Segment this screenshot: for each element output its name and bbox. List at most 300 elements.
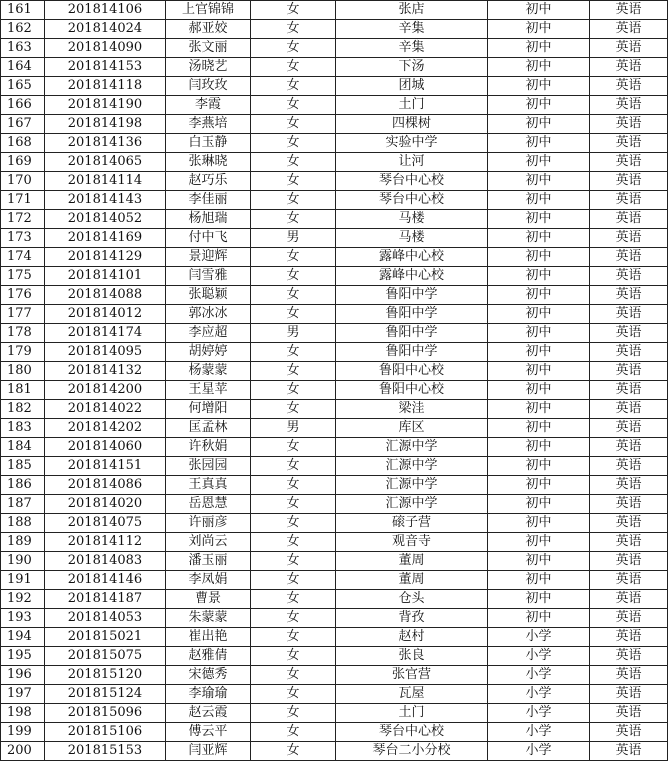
gender-cell: 女 <box>251 77 336 96</box>
id-cell: 201814088 <box>45 286 166 305</box>
name-cell: 傅云平 <box>166 723 251 742</box>
id-cell: 201814060 <box>45 438 166 457</box>
school-cell: 鲁阳中学 <box>336 305 488 324</box>
level-cell: 初中 <box>488 571 590 590</box>
row-number-cell: 168 <box>1 134 45 153</box>
gender-cell: 女 <box>251 362 336 381</box>
gender-cell: 女 <box>251 134 336 153</box>
id-cell: 201814086 <box>45 476 166 495</box>
id-cell: 201815075 <box>45 647 166 666</box>
school-cell: 汇源中学 <box>336 476 488 495</box>
name-cell: 杨旭瑞 <box>166 210 251 229</box>
id-cell: 201814083 <box>45 552 166 571</box>
school-cell: 鲁阳中学 <box>336 286 488 305</box>
table-row <box>1 647 668 666</box>
level-cell: 初中 <box>488 286 590 305</box>
level-cell: 初中 <box>488 134 590 153</box>
level-cell: 初中 <box>488 77 590 96</box>
school-cell: 土门 <box>336 96 488 115</box>
id-cell: 201814136 <box>45 134 166 153</box>
row-number-cell: 172 <box>1 210 45 229</box>
table-row <box>1 286 668 305</box>
gender-cell: 女 <box>251 495 336 514</box>
row-number-cell: 199 <box>1 723 45 742</box>
id-cell: 201814090 <box>45 39 166 58</box>
subject-cell: 英语 <box>590 685 668 704</box>
subject-cell: 英语 <box>590 457 668 476</box>
table-row <box>1 134 668 153</box>
id-cell: 201814106 <box>45 1 166 20</box>
level-cell: 初中 <box>488 495 590 514</box>
gender-cell: 女 <box>251 647 336 666</box>
subject-cell: 英语 <box>590 666 668 685</box>
row-number-cell: 186 <box>1 476 45 495</box>
id-cell: 201814022 <box>45 400 166 419</box>
subject-cell: 英语 <box>590 362 668 381</box>
gender-cell: 女 <box>251 1 336 20</box>
name-cell: 刘尚云 <box>166 533 251 552</box>
level-cell: 初中 <box>488 457 590 476</box>
table-row <box>1 1 668 20</box>
gender-cell: 男 <box>251 419 336 438</box>
gender-cell: 女 <box>251 457 336 476</box>
name-cell: 郝亚姣 <box>166 20 251 39</box>
row-number-cell: 174 <box>1 248 45 267</box>
gender-cell: 女 <box>251 286 336 305</box>
row-number-cell: 180 <box>1 362 45 381</box>
row-number-cell: 188 <box>1 514 45 533</box>
school-cell: 鲁阳中学 <box>336 343 488 362</box>
name-cell: 付中飞 <box>166 229 251 248</box>
name-cell: 张琳晓 <box>166 153 251 172</box>
table-row <box>1 514 668 533</box>
gender-cell: 女 <box>251 476 336 495</box>
name-cell: 匡孟林 <box>166 419 251 438</box>
gender-cell: 女 <box>251 267 336 286</box>
name-cell: 张园园 <box>166 457 251 476</box>
table-row <box>1 590 668 609</box>
subject-cell: 英语 <box>590 381 668 400</box>
row-number-cell: 163 <box>1 39 45 58</box>
id-cell: 201814151 <box>45 457 166 476</box>
subject-cell: 英语 <box>590 628 668 647</box>
row-number-cell: 162 <box>1 20 45 39</box>
table-row <box>1 324 668 343</box>
level-cell: 小学 <box>488 685 590 704</box>
id-cell: 201815106 <box>45 723 166 742</box>
name-cell: 曹景 <box>166 590 251 609</box>
table-row <box>1 58 668 77</box>
row-number-cell: 170 <box>1 172 45 191</box>
table-row <box>1 400 668 419</box>
table-row <box>1 20 668 39</box>
school-cell: 鲁阳中心校 <box>336 381 488 400</box>
gender-cell: 女 <box>251 39 336 58</box>
subject-cell: 英语 <box>590 134 668 153</box>
row-number-cell: 184 <box>1 438 45 457</box>
name-cell: 许秋娟 <box>166 438 251 457</box>
row-number-cell: 187 <box>1 495 45 514</box>
name-cell: 汤晓艺 <box>166 58 251 77</box>
school-cell: 张店 <box>336 1 488 20</box>
name-cell: 闫亚辉 <box>166 742 251 761</box>
id-cell: 201814202 <box>45 419 166 438</box>
school-cell: 瓦屋 <box>336 685 488 704</box>
subject-cell: 英语 <box>590 267 668 286</box>
gender-cell: 女 <box>251 685 336 704</box>
name-cell: 李瑜瑜 <box>166 685 251 704</box>
level-cell: 初中 <box>488 210 590 229</box>
id-cell: 201814190 <box>45 96 166 115</box>
subject-cell: 英语 <box>590 324 668 343</box>
level-cell: 小学 <box>488 723 590 742</box>
id-cell: 201814095 <box>45 343 166 362</box>
school-cell: 琴台中心校 <box>336 172 488 191</box>
name-cell: 上官锦锦 <box>166 1 251 20</box>
subject-cell: 英语 <box>590 495 668 514</box>
gender-cell: 女 <box>251 248 336 267</box>
row-number-cell: 181 <box>1 381 45 400</box>
level-cell: 初中 <box>488 39 590 58</box>
level-cell: 初中 <box>488 191 590 210</box>
row-number-cell: 189 <box>1 533 45 552</box>
gender-cell: 女 <box>251 58 336 77</box>
school-cell: 张官营 <box>336 666 488 685</box>
subject-cell: 英语 <box>590 571 668 590</box>
level-cell: 小学 <box>488 628 590 647</box>
id-cell: 201814198 <box>45 115 166 134</box>
gender-cell: 女 <box>251 343 336 362</box>
level-cell: 初中 <box>488 248 590 267</box>
gender-cell: 女 <box>251 552 336 571</box>
subject-cell: 英语 <box>590 210 668 229</box>
subject-cell: 英语 <box>590 305 668 324</box>
gender-cell: 女 <box>251 400 336 419</box>
level-cell: 初中 <box>488 324 590 343</box>
id-cell: 201814052 <box>45 210 166 229</box>
row-number-cell: 161 <box>1 1 45 20</box>
school-cell: 鲁阳中学 <box>336 324 488 343</box>
table-row <box>1 704 668 723</box>
row-number-cell: 191 <box>1 571 45 590</box>
row-number-cell: 169 <box>1 153 45 172</box>
table-row <box>1 685 668 704</box>
subject-cell: 英语 <box>590 58 668 77</box>
row-number-cell: 178 <box>1 324 45 343</box>
name-cell: 李应超 <box>166 324 251 343</box>
school-cell: 董周 <box>336 552 488 571</box>
table-row <box>1 191 668 210</box>
gender-cell: 女 <box>251 210 336 229</box>
row-number-cell: 198 <box>1 704 45 723</box>
gender-cell: 女 <box>251 590 336 609</box>
id-cell: 201815153 <box>45 742 166 761</box>
subject-cell: 英语 <box>590 419 668 438</box>
name-cell: 李凤娟 <box>166 571 251 590</box>
subject-cell: 英语 <box>590 39 668 58</box>
row-number-cell: 190 <box>1 552 45 571</box>
level-cell: 初中 <box>488 400 590 419</box>
subject-cell: 英语 <box>590 514 668 533</box>
table-row <box>1 229 668 248</box>
table-row <box>1 115 668 134</box>
name-cell: 许丽彦 <box>166 514 251 533</box>
level-cell: 初中 <box>488 343 590 362</box>
table-row <box>1 343 668 362</box>
table-row <box>1 742 668 761</box>
school-cell: 汇源中学 <box>336 495 488 514</box>
subject-cell: 英语 <box>590 704 668 723</box>
subject-cell: 英语 <box>590 343 668 362</box>
table-row <box>1 362 668 381</box>
school-cell: 露峰中心校 <box>336 267 488 286</box>
subject-cell: 英语 <box>590 476 668 495</box>
id-cell: 201815021 <box>45 628 166 647</box>
id-cell: 201814169 <box>45 229 166 248</box>
level-cell: 初中 <box>488 267 590 286</box>
row-number-cell: 194 <box>1 628 45 647</box>
id-cell: 201814200 <box>45 381 166 400</box>
id-cell: 201814132 <box>45 362 166 381</box>
name-cell: 李燕培 <box>166 115 251 134</box>
table-row <box>1 571 668 590</box>
table-row <box>1 495 668 514</box>
gender-cell: 女 <box>251 305 336 324</box>
subject-cell: 英语 <box>590 172 668 191</box>
subject-cell: 英语 <box>590 248 668 267</box>
gender-cell: 女 <box>251 438 336 457</box>
gender-cell: 女 <box>251 20 336 39</box>
name-cell: 杨蒙蒙 <box>166 362 251 381</box>
school-cell: 仓头 <box>336 590 488 609</box>
subject-cell: 英语 <box>590 723 668 742</box>
school-cell: 琴台中心校 <box>336 723 488 742</box>
gender-cell: 女 <box>251 666 336 685</box>
school-cell: 张良 <box>336 647 488 666</box>
name-cell: 何增阳 <box>166 400 251 419</box>
school-cell: 实验中学 <box>336 134 488 153</box>
row-number-cell: 183 <box>1 419 45 438</box>
level-cell: 初中 <box>488 590 590 609</box>
table-row <box>1 172 668 191</box>
row-number-cell: 192 <box>1 590 45 609</box>
level-cell: 初中 <box>488 514 590 533</box>
school-cell: 琴台中心校 <box>336 191 488 210</box>
subject-cell: 英语 <box>590 229 668 248</box>
table-row <box>1 267 668 286</box>
level-cell: 初中 <box>488 381 590 400</box>
name-cell: 崔出艳 <box>166 628 251 647</box>
level-cell: 小学 <box>488 647 590 666</box>
row-number-cell: 182 <box>1 400 45 419</box>
gender-cell: 女 <box>251 571 336 590</box>
level-cell: 初中 <box>488 153 590 172</box>
row-number-cell: 176 <box>1 286 45 305</box>
id-cell: 201814075 <box>45 514 166 533</box>
school-cell: 露峰中心校 <box>336 248 488 267</box>
school-cell: 赵村 <box>336 628 488 647</box>
school-cell: 马楼 <box>336 229 488 248</box>
name-cell: 景迎辉 <box>166 248 251 267</box>
id-cell: 201814129 <box>45 248 166 267</box>
school-cell: 团城 <box>336 77 488 96</box>
table-row <box>1 723 668 742</box>
level-cell: 小学 <box>488 704 590 723</box>
id-cell: 201814020 <box>45 495 166 514</box>
school-cell: 汇源中学 <box>336 457 488 476</box>
subject-cell: 英语 <box>590 400 668 419</box>
table-row <box>1 552 668 571</box>
name-cell: 赵雅倩 <box>166 647 251 666</box>
school-cell: 梁洼 <box>336 400 488 419</box>
table-row <box>1 666 668 685</box>
row-number-cell: 200 <box>1 742 45 761</box>
level-cell: 小学 <box>488 742 590 761</box>
school-cell: 辛集 <box>336 20 488 39</box>
subject-cell: 英语 <box>590 438 668 457</box>
school-cell: 辛集 <box>336 39 488 58</box>
id-cell: 201814053 <box>45 609 166 628</box>
row-number-cell: 177 <box>1 305 45 324</box>
table-row <box>1 210 668 229</box>
table-row <box>1 96 668 115</box>
subject-cell: 英语 <box>590 153 668 172</box>
level-cell: 初中 <box>488 362 590 381</box>
id-cell: 201814065 <box>45 153 166 172</box>
subject-cell: 英语 <box>590 191 668 210</box>
id-cell: 201814112 <box>45 533 166 552</box>
subject-cell: 英语 <box>590 286 668 305</box>
id-cell: 201814174 <box>45 324 166 343</box>
level-cell: 初中 <box>488 229 590 248</box>
id-cell: 201814187 <box>45 590 166 609</box>
school-cell: 观音寺 <box>336 533 488 552</box>
id-cell: 201814143 <box>45 191 166 210</box>
table-row <box>1 305 668 324</box>
level-cell: 小学 <box>488 666 590 685</box>
name-cell: 胡婷婷 <box>166 343 251 362</box>
table-row <box>1 628 668 647</box>
row-number-cell: 175 <box>1 267 45 286</box>
school-cell: 四棵树 <box>336 115 488 134</box>
name-cell: 潘玉丽 <box>166 552 251 571</box>
id-cell: 201814146 <box>45 571 166 590</box>
id-cell: 201814101 <box>45 267 166 286</box>
table-row <box>1 77 668 96</box>
table-row <box>1 39 668 58</box>
table-row <box>1 533 668 552</box>
id-cell: 201815120 <box>45 666 166 685</box>
name-cell: 岳恩慧 <box>166 495 251 514</box>
table-row <box>1 457 668 476</box>
subject-cell: 英语 <box>590 77 668 96</box>
name-cell: 宋德秀 <box>166 666 251 685</box>
table-row <box>1 438 668 457</box>
school-cell: 库区 <box>336 419 488 438</box>
level-cell: 初中 <box>488 305 590 324</box>
name-cell: 王星苹 <box>166 381 251 400</box>
gender-cell: 女 <box>251 191 336 210</box>
level-cell: 初中 <box>488 438 590 457</box>
level-cell: 初中 <box>488 96 590 115</box>
school-cell: 让河 <box>336 153 488 172</box>
gender-cell: 女 <box>251 381 336 400</box>
name-cell: 朱蒙蒙 <box>166 609 251 628</box>
row-number-cell: 185 <box>1 457 45 476</box>
subject-cell: 英语 <box>590 609 668 628</box>
table-row <box>1 153 668 172</box>
row-number-cell: 195 <box>1 647 45 666</box>
table-body <box>1 1 668 761</box>
level-cell: 初中 <box>488 172 590 191</box>
subject-cell: 英语 <box>590 1 668 20</box>
row-number-cell: 196 <box>1 666 45 685</box>
gender-cell: 男 <box>251 324 336 343</box>
name-cell: 李霞 <box>166 96 251 115</box>
level-cell: 初中 <box>488 533 590 552</box>
name-cell: 闫雪雅 <box>166 267 251 286</box>
id-cell: 201815096 <box>45 704 166 723</box>
table-row <box>1 609 668 628</box>
id-cell: 201815124 <box>45 685 166 704</box>
id-cell: 201814118 <box>45 77 166 96</box>
id-cell: 201814114 <box>45 172 166 191</box>
row-number-cell: 173 <box>1 229 45 248</box>
row-number-cell: 167 <box>1 115 45 134</box>
name-cell: 白玉静 <box>166 134 251 153</box>
table-row <box>1 419 668 438</box>
name-cell: 张文丽 <box>166 39 251 58</box>
name-cell: 张聪颖 <box>166 286 251 305</box>
name-cell: 郭冰冰 <box>166 305 251 324</box>
row-number-cell: 193 <box>1 609 45 628</box>
name-cell: 闫玫玫 <box>166 77 251 96</box>
gender-cell: 女 <box>251 609 336 628</box>
row-number-cell: 171 <box>1 191 45 210</box>
name-cell: 赵巧乐 <box>166 172 251 191</box>
name-cell: 赵云霞 <box>166 704 251 723</box>
gender-cell: 女 <box>251 704 336 723</box>
subject-cell: 英语 <box>590 590 668 609</box>
subject-cell: 英语 <box>590 742 668 761</box>
school-cell: 马楼 <box>336 210 488 229</box>
school-cell: 鲁阳中心校 <box>336 362 488 381</box>
subject-cell: 英语 <box>590 552 668 571</box>
level-cell: 初中 <box>488 115 590 134</box>
id-cell: 201814153 <box>45 58 166 77</box>
name-cell: 王真真 <box>166 476 251 495</box>
gender-cell: 女 <box>251 533 336 552</box>
school-cell: 磙子营 <box>336 514 488 533</box>
name-cell: 李佳丽 <box>166 191 251 210</box>
school-cell: 汇源中学 <box>336 438 488 457</box>
subject-cell: 英语 <box>590 96 668 115</box>
gender-cell: 女 <box>251 115 336 134</box>
row-number-cell: 164 <box>1 58 45 77</box>
school-cell: 下汤 <box>336 58 488 77</box>
gender-cell: 女 <box>251 172 336 191</box>
level-cell: 初中 <box>488 419 590 438</box>
table-row <box>1 248 668 267</box>
gender-cell: 女 <box>251 514 336 533</box>
school-cell: 土门 <box>336 704 488 723</box>
gender-cell: 女 <box>251 628 336 647</box>
level-cell: 初中 <box>488 1 590 20</box>
id-cell: 201814024 <box>45 20 166 39</box>
school-cell: 琴台二小分校 <box>336 742 488 761</box>
school-cell: 董周 <box>336 571 488 590</box>
gender-cell: 男 <box>251 229 336 248</box>
